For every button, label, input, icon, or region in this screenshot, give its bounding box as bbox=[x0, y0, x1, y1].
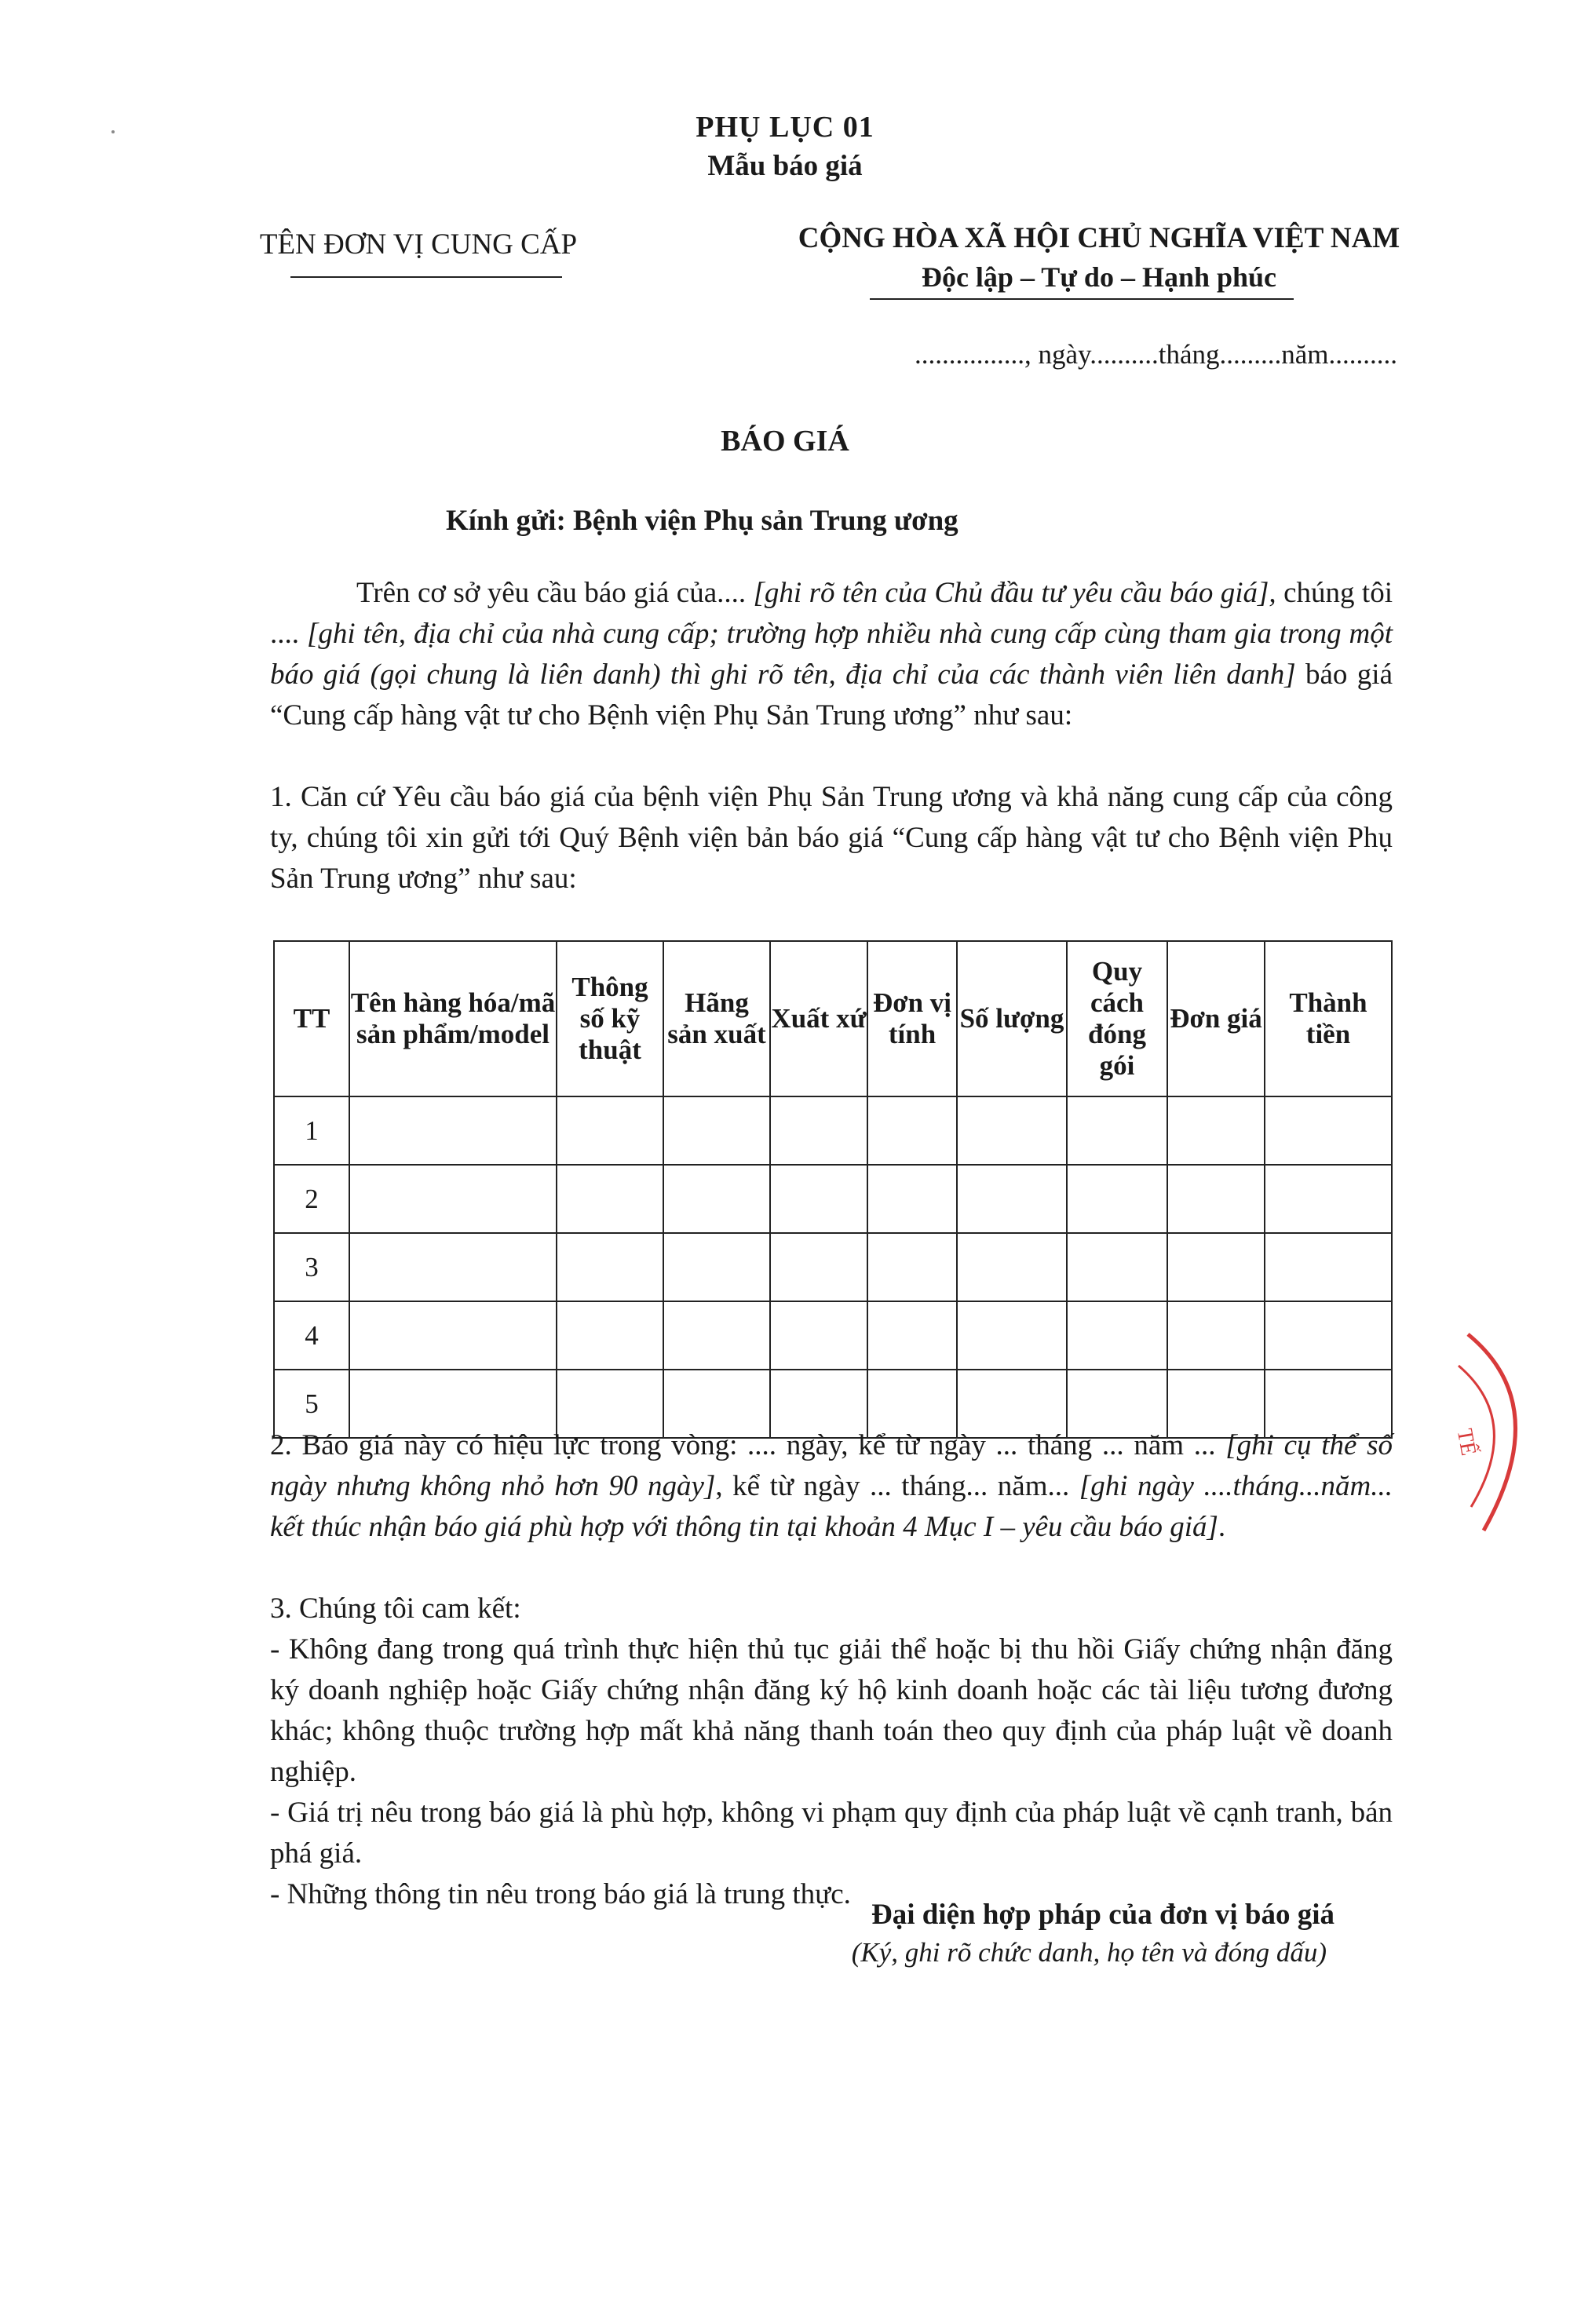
row-number: 3 bbox=[274, 1233, 349, 1301]
national-title: CỘNG HÒA XÃ HỘI CHỦ NGHĨA VIỆT NAM bbox=[798, 222, 1400, 254]
table-cell bbox=[1265, 1233, 1392, 1301]
appendix-subtitle: Mẫu báo giá bbox=[707, 150, 863, 182]
intro-paragraph bbox=[270, 573, 1393, 736]
table-cell bbox=[770, 1301, 867, 1370]
intro-note-1: [ghi rõ tên của Chủ đầu tư yêu cầu báo giá], bbox=[753, 577, 1276, 609]
intro-text-1: Trên cơ sở yêu cầu báo giá của.... bbox=[356, 577, 754, 609]
table-cell bbox=[557, 1165, 663, 1233]
header-packaging: Quy cách đóng gói bbox=[1067, 941, 1167, 1096]
row-number: 2 bbox=[274, 1165, 349, 1233]
validity-text-3: . bbox=[1218, 1511, 1226, 1543]
commitments-section bbox=[270, 1589, 1393, 1915]
row-number: 1 bbox=[274, 1096, 349, 1165]
validity-note-1: [ghi cụ thể số ngày nhưng không nhỏ hơn 90 ngày] bbox=[270, 1429, 1393, 1502]
table-cell bbox=[770, 1165, 867, 1233]
table-row bbox=[274, 1165, 1392, 1233]
commitment-item: - Không đang trong quá trình thực hiện thủ tục giải thể hoặc bị thu hồi Giấy chứng nhận đăng ký doanh nghiệp hoặc Giấy chứng nhận đăng ký hộ kinh doanh hoặc các tài liệu tương đương khác; không thuộc trường hợp mất khả năng thanh toán theo quy định của pháp luật về doanh nghiệp. bbox=[270, 1633, 1393, 1788]
header-quantity: Số lượng bbox=[957, 941, 1067, 1096]
table-cell bbox=[349, 1301, 557, 1370]
validity-text-2: , kể từ ngày ... tháng... năm... bbox=[715, 1470, 1079, 1502]
table-cell bbox=[349, 1165, 557, 1233]
header-unit: Đơn vị tính bbox=[867, 941, 957, 1096]
header-manufacturer: Hãng sản xuất bbox=[663, 941, 770, 1096]
stamp-mark bbox=[1437, 1319, 1570, 1554]
table-cell bbox=[663, 1301, 770, 1370]
signature-title: Đại diện hợp pháp của đơn vị báo giá bbox=[871, 1899, 1334, 1931]
table-cell bbox=[1067, 1301, 1167, 1370]
basis-paragraph: 1. Căn cứ Yêu cầu báo giá của bệnh viện Phụ Sản Trung ương và khả năng cung cấp của công ty, chúng tôi xin gửi tới Quý Bệnh viện bản báo giá “Cung cấp hàng vật tư cho Bệnh viện Phụ Sản Trung ương” như sau: bbox=[270, 781, 1393, 895]
table-cell bbox=[1265, 1301, 1392, 1370]
table-cell bbox=[557, 1233, 663, 1301]
table-cell bbox=[957, 1165, 1067, 1233]
signature-note: (Ký, ghi rõ chức danh, họ tên và đóng dấu) bbox=[851, 1937, 1327, 1968]
table-cell bbox=[1067, 1096, 1167, 1165]
validity-paragraph bbox=[270, 1425, 1393, 1548]
validity-note-2: [ghi ngày ....tháng...năm... kết thúc nhận báo giá phù hợp với thông tin tại khoản 4 Mục I – yêu cầu báo giá] bbox=[270, 1470, 1393, 1543]
intro-text-3: báo giá “Cung cấp hàng vật tư cho Bệnh viện Phụ Sản Trung ương” như sau: bbox=[270, 659, 1393, 731]
table-cell bbox=[1167, 1165, 1265, 1233]
motto-underline bbox=[870, 298, 1294, 300]
validity-text-1: 2. Báo giá này có hiệu lực trong vòng: .... ngày, kể từ ngày ... tháng ... năm ... bbox=[270, 1429, 1226, 1461]
header-origin: Xuất xứ bbox=[770, 941, 867, 1096]
table-cell bbox=[1265, 1096, 1392, 1165]
table-cell bbox=[1067, 1165, 1167, 1233]
appendix-title: PHỤ LỤC 01 bbox=[696, 111, 874, 144]
header-unit-price: Đơn giá bbox=[1167, 941, 1265, 1096]
quote-table bbox=[273, 940, 1393, 1439]
commitments-list bbox=[270, 1629, 1393, 1915]
table-header-row bbox=[274, 941, 1392, 1096]
table-cell bbox=[770, 1233, 867, 1301]
supplier-name: TÊN ĐƠN VỊ CUNG CẤP bbox=[259, 228, 578, 261]
table-cell bbox=[557, 1096, 663, 1165]
table-cell bbox=[957, 1233, 1067, 1301]
table-cell bbox=[349, 1233, 557, 1301]
header-tt: TT bbox=[274, 941, 349, 1096]
row-number: 5 bbox=[274, 1370, 349, 1438]
table-cell bbox=[557, 1301, 663, 1370]
table-cell bbox=[1067, 1233, 1167, 1301]
commitment-item: - Giá trị nêu trong báo giá là phù hợp, không vi phạm quy định của pháp luật về cạnh tranh, bán phá giá. bbox=[270, 1797, 1393, 1870]
table-cell bbox=[1265, 1165, 1392, 1233]
table-row bbox=[274, 1233, 1392, 1301]
table-cell bbox=[663, 1165, 770, 1233]
table-cell bbox=[663, 1096, 770, 1165]
table-cell bbox=[1167, 1301, 1265, 1370]
intro-text-2: chúng tôi .... bbox=[270, 577, 1393, 650]
table-cell bbox=[957, 1096, 1067, 1165]
table-cell bbox=[1167, 1096, 1265, 1165]
stamp-text: TẾ bbox=[1451, 1426, 1481, 1458]
recipient: Kính gửi: Bệnh viện Phụ sản Trung ương bbox=[446, 505, 958, 537]
table-row bbox=[274, 1096, 1392, 1165]
table-row bbox=[274, 1301, 1392, 1370]
table-cell bbox=[867, 1233, 957, 1301]
table-cell bbox=[867, 1165, 957, 1233]
table-cell bbox=[349, 1096, 557, 1165]
national-motto: Độc lập – Tự do – Hạnh phúc bbox=[921, 261, 1277, 293]
document-title: BÁO GIÁ bbox=[721, 425, 849, 458]
commitment-item: - Những thông tin nêu trong báo giá là trung thực. bbox=[270, 1878, 851, 1910]
table-cell bbox=[663, 1233, 770, 1301]
commitments-heading: 3. Chúng tôi cam kết: bbox=[270, 1593, 521, 1625]
table-cell bbox=[867, 1096, 957, 1165]
table-cell bbox=[867, 1301, 957, 1370]
table-cell bbox=[770, 1096, 867, 1165]
header-spec: Thông số kỹ thuật bbox=[557, 941, 663, 1096]
intro-note-2: [ghi tên, địa chỉ của nhà cung cấp; trường hợp nhiều nhà cung cấp cùng tham gia trong một báo giá (gọi chung là liên danh) thì ghi rõ tên, địa chỉ của các thành viên liên danh] bbox=[270, 618, 1393, 691]
supplier-underline bbox=[290, 276, 562, 278]
row-number: 4 bbox=[274, 1301, 349, 1370]
dateline: ................, ngày..........tháng.........năm.......... bbox=[914, 339, 1397, 370]
header-total: Thành tiền bbox=[1265, 941, 1392, 1096]
table-cell bbox=[957, 1301, 1067, 1370]
header-product: Tên hàng hóa/mã sản phẩm/model bbox=[349, 941, 557, 1096]
table-cell bbox=[1167, 1233, 1265, 1301]
